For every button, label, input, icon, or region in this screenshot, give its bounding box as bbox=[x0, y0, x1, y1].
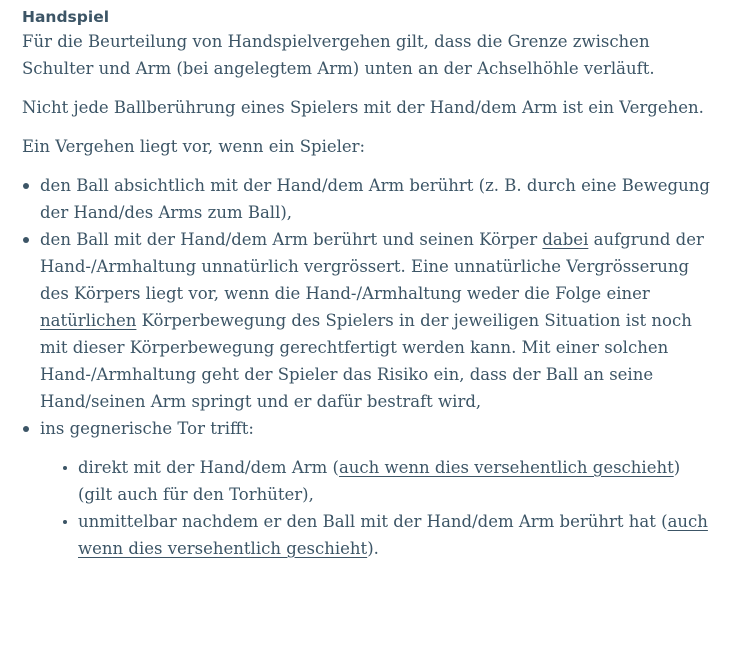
offence-list bbox=[22, 172, 719, 562]
list-item-text: Körperbewegung des Spielers in der jeweiligen Situation ist noch mit dieser Körperbewegung gerechtfertigt werden kann. Mit einer solchen Hand-/Armhaltung geht der Spieler das Risiko ein, dass der Ball an seine Hand/seinen Arm springt und er dafür bestraft wird, bbox=[40, 311, 692, 411]
bullet-icon bbox=[23, 426, 29, 432]
sub-list-item bbox=[40, 454, 719, 508]
underlined-text: auch wenn dies versehentlich geschieht bbox=[338, 458, 674, 477]
sub-bullet-icon bbox=[63, 466, 67, 470]
underlined-text: dabei bbox=[542, 230, 589, 249]
list-item bbox=[22, 415, 719, 562]
list-item bbox=[22, 226, 719, 415]
list-item-text: den Ball mit der Hand/dem Arm berührt und seinen Körper bbox=[40, 230, 543, 249]
list-item-text: ins gegnerische Tor trifft: bbox=[40, 419, 254, 438]
sub-list-item-text: ) (gilt auch für den Torhüter), bbox=[78, 458, 681, 504]
sub-list-item bbox=[40, 508, 719, 562]
sub-list-item-text: direkt mit der Hand/dem Arm ( bbox=[78, 458, 339, 477]
sub-list bbox=[40, 454, 719, 562]
underlined-text: natürlichen bbox=[40, 311, 137, 330]
list-item bbox=[22, 172, 719, 226]
sub-list-item-text: ). bbox=[367, 539, 379, 558]
paragraph-not-every-touch: Nicht jede Ballberührung eines Spielers mit der Hand/dem Arm ist ein Vergehen. bbox=[22, 98, 704, 117]
section-heading: Handspiel bbox=[22, 8, 110, 26]
paragraph-boundary: Für die Beurteilung von Handspielvergehen gilt, dass die Grenze zwischen Schulter und Arm (bei angelegtem Arm) unten an der Achselhöhle verläuft. bbox=[22, 32, 655, 78]
sub-list-item-text: unmittelbar nachdem er den Ball mit der Hand/dem Arm berührt hat ( bbox=[78, 512, 668, 531]
bullet-icon bbox=[23, 237, 29, 243]
bullet-icon bbox=[23, 183, 29, 189]
sub-bullet-icon bbox=[63, 520, 67, 524]
list-item-text: den Ball absichtlich mit der Hand/dem Arm berührt (z. B. durch eine Bewegung der Hand/des Arms zum Ball), bbox=[40, 176, 710, 222]
list-item-text: aufgrund der Hand-/Armhaltung unnatürlich vergrössert. Eine unnatürliche Vergrösserung des Körpers liegt vor, wenn die Hand-/Armhaltung weder die Folge einer bbox=[40, 230, 704, 303]
paragraph-offence-intro: Ein Vergehen liegt vor, wenn ein Spieler: bbox=[22, 137, 366, 156]
underlined-text: auch wenn dies versehentlich geschieht bbox=[78, 512, 708, 558]
